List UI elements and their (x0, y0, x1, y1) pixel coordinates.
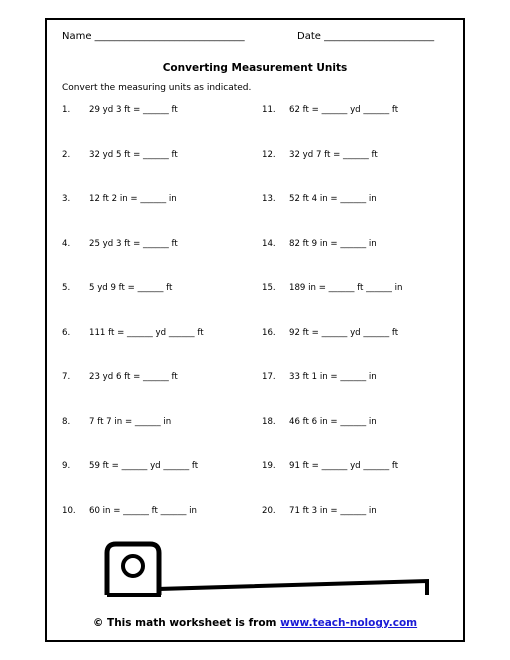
problem-text: 32 yd 5 ft = ______ ft (89, 149, 178, 160)
problem-text: 23 yd 6 ft = ______ ft (89, 372, 178, 382)
problem-number: 1. (62, 105, 71, 115)
problem-number: 20. (262, 505, 276, 516)
problem-text: 71 ft 3 in = ______ in (289, 505, 377, 516)
problem-number: 12. (262, 149, 276, 160)
problem-text: 92 ft = ______ yd ______ ft (289, 327, 399, 338)
problem-text: 111 ft = ______ yd ______ ft (89, 327, 204, 338)
problem-text: 33 ft 1 in = ______ in (289, 372, 377, 382)
problem-number: 8. (62, 416, 71, 427)
problem-text: 12 ft 2 in = ______ in (89, 194, 177, 204)
problem-text: 25 yd 3 ft = ______ ft (89, 238, 178, 249)
problem-text: 82 ft 9 in = ______ in (289, 238, 377, 249)
footer-prefix: © This math worksheet is from (92, 617, 281, 629)
problem-number: 15. (262, 283, 276, 293)
problem-number: 4. (62, 238, 71, 249)
problem-number: 11. (262, 105, 276, 115)
problem-number: 2. (62, 149, 71, 160)
tape-measure-icon (95, 535, 435, 605)
problem-text: 52 ft 4 in = ______ in (289, 194, 377, 204)
problem-text: 60 in = ______ ft ______ in (89, 505, 198, 516)
footer-credit (0, 617, 510, 629)
problem-number: 10. (62, 505, 76, 516)
problem-number: 13. (262, 194, 276, 204)
problem-number: 17. (262, 372, 276, 382)
problem-text: 189 in = ______ ft ______ in (289, 283, 403, 293)
problem-number: 18. (262, 416, 276, 427)
name-field-label: Name ______________________________ (62, 31, 245, 42)
problem-text: 62 ft = ______ yd ______ ft (289, 105, 399, 115)
problem-number: 9. (62, 461, 71, 471)
problem-text: 91 ft = ______ yd ______ ft (289, 461, 399, 471)
problem-text: 29 yd 3 ft = ______ ft (89, 105, 178, 115)
problem-text: 59 ft = ______ yd ______ ft (89, 461, 199, 471)
footer-link[interactable]: www.teach-nology.com (280, 617, 418, 629)
date-field-label: Date ______________________ (297, 31, 435, 42)
problem-number: 3. (62, 194, 71, 204)
problem-text: 5 yd 9 ft = ______ ft (89, 283, 173, 293)
problem-text: 46 ft 6 in = ______ in (289, 416, 377, 427)
problem-text: 7 ft 7 in = ______ in (89, 416, 172, 427)
problem-number: 5. (62, 283, 71, 293)
problem-number: 16. (262, 327, 276, 338)
instructions: Convert the measuring units as indicated. (62, 83, 252, 93)
problem-number: 7. (62, 372, 71, 382)
problem-number: 6. (62, 327, 71, 338)
problem-number: 19. (262, 461, 276, 471)
problem-number: 14. (262, 238, 276, 249)
worksheet-title: Converting Measurement Units (162, 62, 348, 74)
problem-text: 32 yd 7 ft = ______ ft (289, 149, 378, 160)
